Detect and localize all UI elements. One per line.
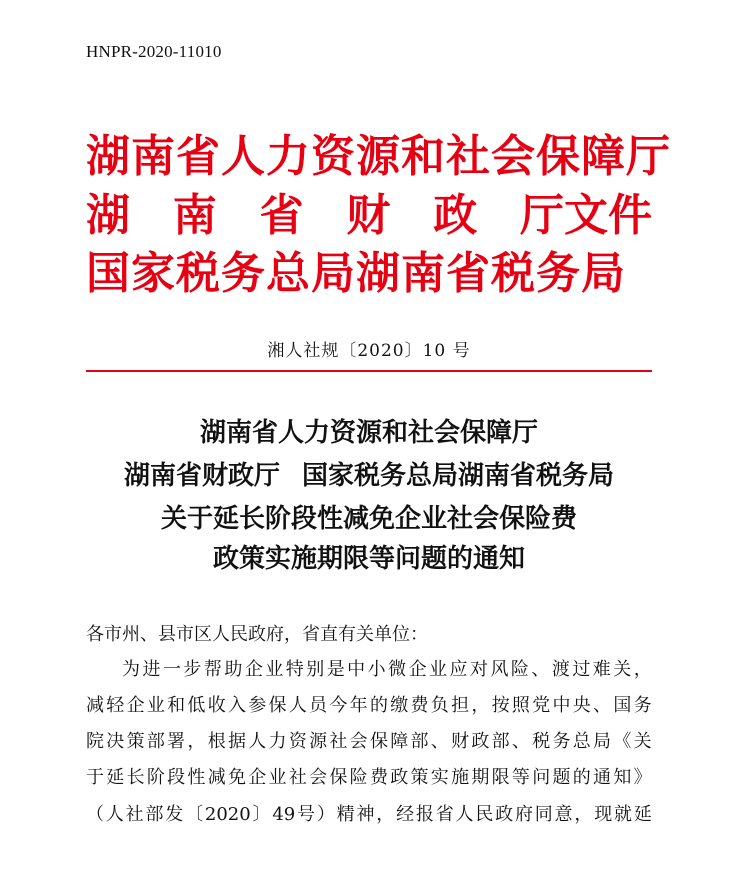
title-line-1: 湖南省人力资源和社会保障厅 — [199, 418, 538, 448]
header-char: 财 — [346, 190, 391, 241]
header-char: 政 — [433, 190, 478, 241]
issuer-header-line-3: 国家税务总局湖南省税务局 — [86, 248, 626, 299]
title-issuer-tax: 国家税务总局湖南省税务局 — [302, 461, 615, 491]
body-line-3: 院 决 策 部 署 ， 根 据 人 力 资 源 社 会 保 障 部 、 财 政 部 、 税 务 总 局 《 关 — [86, 731, 652, 752]
title-line-4: 政策实施期限等问题的通知 — [212, 544, 525, 574]
title-line-3: 关于延长阶段性减免企业社会保险费 — [160, 504, 577, 534]
title-issuer-finance: 湖南省财政厅 — [123, 461, 280, 491]
body-line-5: （ 人 社 部 发 〔 2020 〕 49 号 ） 精 神 ， 经 报 省 人 民 政 府 同 意 ， 现 就 延 — [86, 804, 652, 825]
header-char: 厅文件 — [519, 190, 652, 241]
document-code: HNPR-2020-11010 — [86, 42, 222, 61]
red-divider — [86, 370, 652, 372]
header-char: 南 — [172, 190, 217, 241]
body-line-4: 于 延 长 阶 段 性 减 免 企 业 社 会 保 险 费 政 策 实 施 期 限 等 问 题 的 通 知 》 — [86, 767, 652, 788]
body-line-2: 减 轻 企 业 和 低 收 入 参 保 人 员 今 年 的 缴 费 负 担 ， 按 照 党 中 央 、 国 务 — [86, 695, 652, 716]
header-char: 省 — [259, 190, 304, 241]
issuer-header-line-1: 湖南省人力资源和社会保障厅 — [86, 131, 671, 182]
body-line-1: 为 进 一 步 帮 助 企 业 特 别 是 中 小 微 企 业 应 对 风 险 、 渡 过 难 关 ， — [122, 659, 652, 680]
header-char: 湖 — [86, 190, 130, 241]
salutation: 各市州、县市区人民政府，省直有关单位： — [86, 624, 428, 645]
issuer-header-line-2 — [86, 190, 652, 241]
title-line-2 — [0, 463, 738, 489]
document-number: 湘人社规〔2020〕10 号 — [267, 341, 471, 361]
